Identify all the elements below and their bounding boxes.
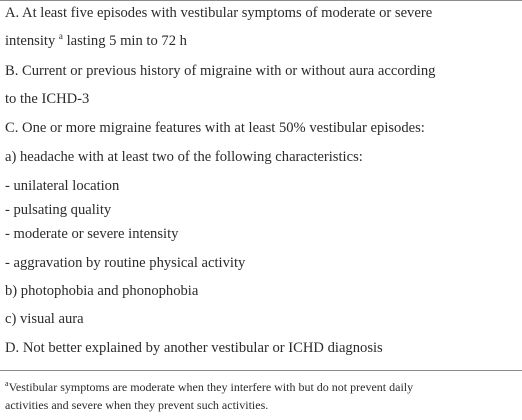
footnote-divider xyxy=(0,370,522,371)
footnote-text: Vestibular symptoms are moderate when they interfere with but do not prevent daily xyxy=(8,380,414,394)
criterion-a-duration: lasting 5 min to 72 h xyxy=(62,33,187,49)
sub-criterion-b: b) photophobia and phonophobia xyxy=(5,283,199,299)
criterion-a-line-1 xyxy=(5,4,432,22)
footnote-marker: a xyxy=(5,379,9,388)
criterion-b-line-1: B. Current or previous history of migraine with or without aura according xyxy=(5,63,436,79)
criterion-c: C. One or more migraine features with at least 50% vestibular episodes: xyxy=(5,120,425,136)
footnote-line-2: activities and severe when they prevent such activities. xyxy=(5,398,269,412)
top-rule xyxy=(0,0,522,1)
criterion-b-line-2: to the ICHD-3 xyxy=(5,91,90,107)
sub-criterion-a: a) headache with at least two of the following characteristics: xyxy=(5,149,363,165)
sub-criterion-c: c) visual aura xyxy=(5,311,84,327)
characteristic-intensity: - moderate or severe intensity xyxy=(5,226,179,242)
criterion-a-line-2 xyxy=(5,32,187,50)
criterion-a-text-cont: intensity xyxy=(5,33,59,49)
characteristic-pulsating: - pulsating quality xyxy=(5,202,112,218)
characteristic-unilateral: - unilateral location xyxy=(5,178,120,194)
characteristic-aggravation: - aggravation by routine physical activity xyxy=(5,255,246,271)
footnote-ref-a: a xyxy=(58,31,63,41)
criterion-a-text: A. At least five episodes with vestibular symptoms of moderate or severe xyxy=(5,5,433,21)
criterion-d: D. Not better explained by another vestibular or ICHD diagnosis xyxy=(5,340,383,356)
footnote-line-1 xyxy=(5,380,413,395)
